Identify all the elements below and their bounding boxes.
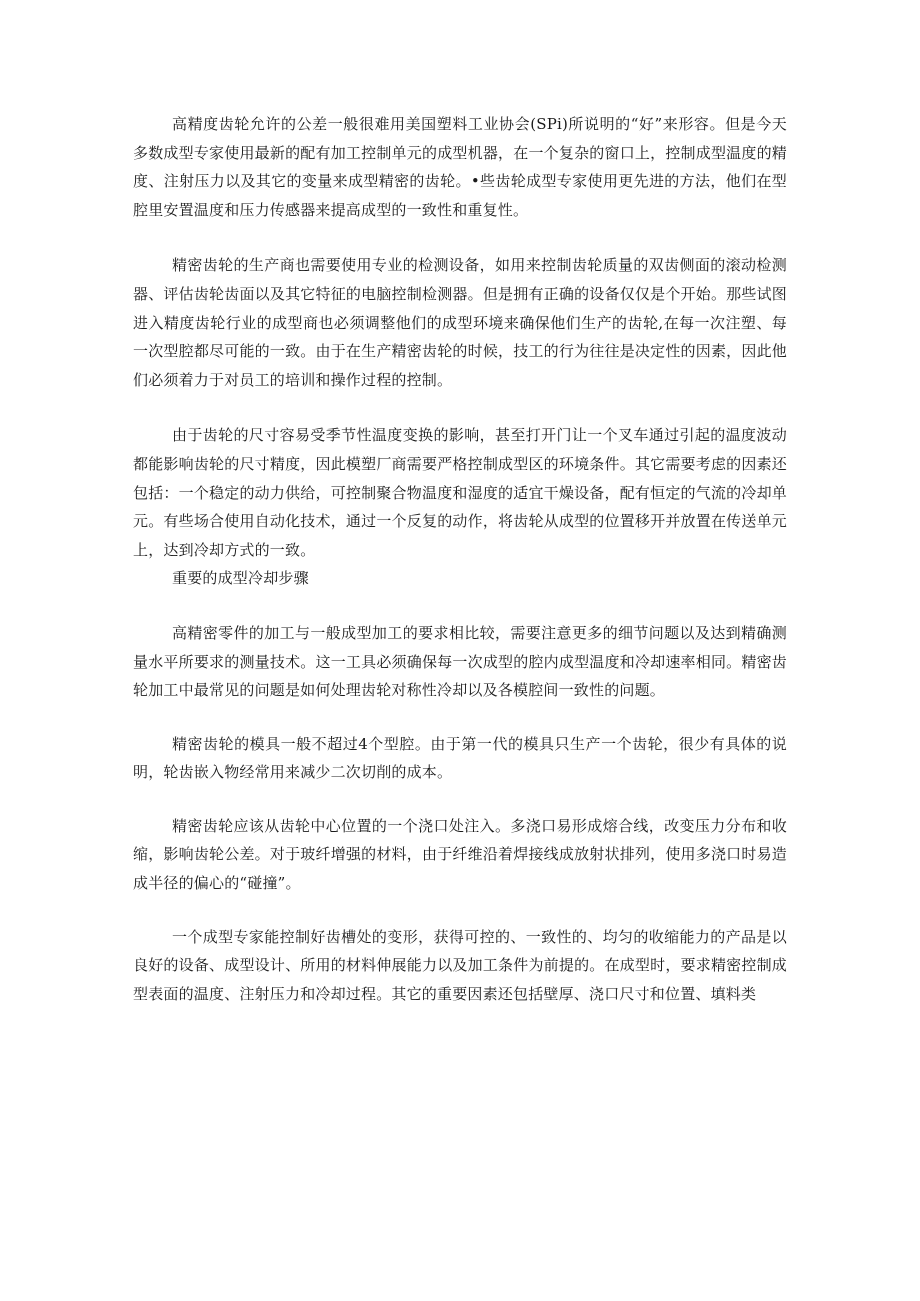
paragraph-shrinkage-control: 一个成型专家能控制好齿槽处的变形，获得可控的、一致性的、均匀的收缩能力的产品是以良好的设备、成型设计、所用的材料伸展能力以及加工条件为前提的。在成型时，要求精密控制成型表面的温度、注射压力和冷却过程。其它的重要因素还包括壁厚、浇口尺寸和位置、填料类 — [133, 927, 787, 1003]
paragraph-precision-tolerance: 高精度齿轮允许的公差一般很难用美国塑料工业协会(SPi)所说明的“好”来形容。但是今天多数成型专家使用最新的配有加工控制单元的成型机器，在一个复杂的窗口上，控制成型温度的精度、注射压力以及其它的变量来成型精密的齿轮。•些齿轮成型专家使用更先进的方法，他们在型腔里安置温度和压力传感器来提高成型的一致性和重复性。 — [133, 115, 787, 219]
section-heading-cooling-steps: 重要的成型冷却步骤 — [172, 569, 309, 588]
paragraph-mold-cavities: 精密齿轮的模具一般不超过4个型腔。由于第一代的模具只生产一个齿轮，很少有具体的说明，轮齿嵌入物经常用来减少二次切削的成本。 — [133, 734, 787, 782]
paragraph-gate-injection: 精密齿轮应该从齿轮中心位置的一个浇口处注入。多浇口易形成熔合线，改变压力分布和收缩，影响齿轮公差。对于玻纤增强的材料，由于纤维沿着焊接线成放射状排列，使用多浇口时易造成半径的偏心的“碰撞”。 — [133, 816, 787, 893]
paragraph-measurement-technique: 高精密零件的加工与一般成型加工的要求相比较，需要注意更多的细节问题以及达到精确测量水平所要求的测量技术。这一工具必须确保每一次成型的腔内成型温度和冷却速率相同。精密齿轮加工中最常见的问题是如何处理齿轮对称性冷却以及各模腔间一致性的问题。 — [133, 623, 787, 700]
paragraph-inspection-equipment: 精密齿轮的生产商也需要使用专业的检测设备，如用来控制齿轮质量的双齿侧面的滚动检测器、评估齿轮齿面以及其它特征的电脑控制检测器。但是拥有正确的设备仅仅是个开始。那些试图进入精度齿轮行业的成型商也必须调整他们的成型环境来确保他们生产的齿轮,在每一次注塑、每一次型腔都尽可能的一致。由于在生产精密齿轮的时候，技工的行为往往是决定性的因素，因此他们必须着力于对员工的培训和操作过程的控制。 — [133, 256, 787, 389]
paragraph-environment-control: 由于齿轮的尺寸容易受季节性温度变换的影响，甚至打开门让一个叉车通过引起的温度波动都能影响齿轮的尺寸精度，因此模塑厂商需要严格控制成型区的环境条件。其它需要考虑的因素还包括：一个稳定的动力供给，可控制聚合物温度和湿度的适宜干燥设备，配有恒定的气流的冷却单元。有些场合使用自动化技术，通过一个反复的动作，将齿轮从成型的位置移开并放置在传送单元上，达到冷却方式的一致。 — [133, 426, 787, 559]
document-page — [133, 110, 787, 1008]
